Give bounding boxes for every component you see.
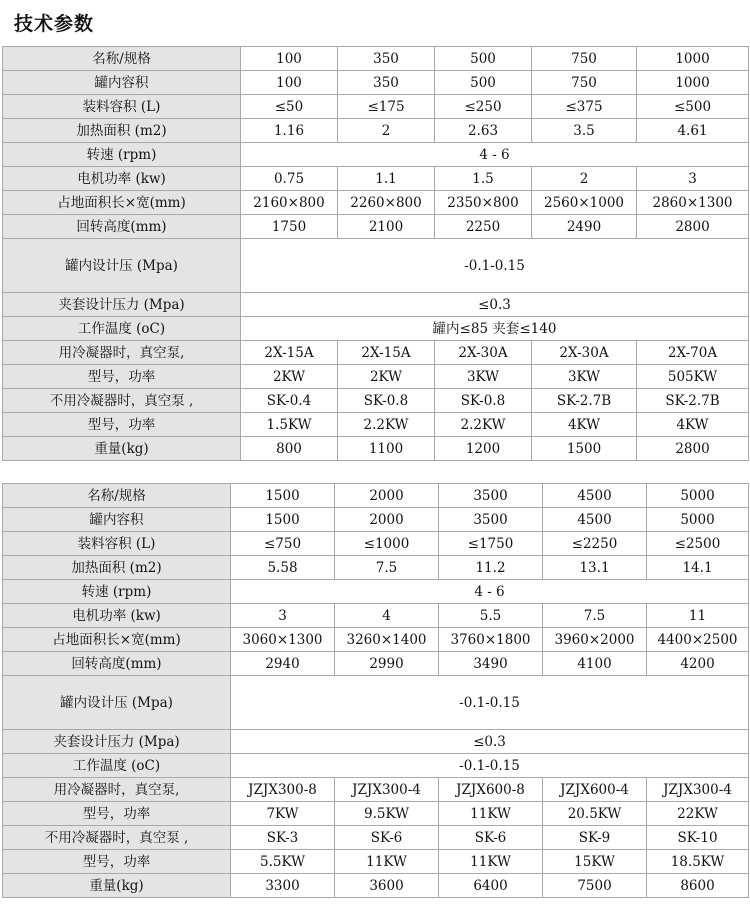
value-cell: 3060×1300 bbox=[231, 628, 335, 652]
value-cell: 2X-15A bbox=[241, 341, 338, 365]
value-cell: 2350×800 bbox=[435, 191, 532, 215]
value-cell: 8600 bbox=[647, 874, 749, 898]
value-cell: 1750 bbox=[241, 215, 338, 239]
value-cell: SK-3 bbox=[231, 826, 335, 850]
value-cell: 3500 bbox=[439, 484, 543, 508]
value-cell: JZJX600-8 bbox=[439, 778, 543, 802]
value-cell: 750 bbox=[532, 47, 637, 71]
value-cell: 2990 bbox=[335, 652, 439, 676]
value-cell: 4KW bbox=[637, 413, 749, 437]
value-cell: 11 bbox=[647, 604, 749, 628]
value-cell: 7.5 bbox=[543, 604, 647, 628]
table-row bbox=[3, 874, 749, 898]
value-cell: 4200 bbox=[647, 652, 749, 676]
table-row bbox=[3, 293, 749, 317]
value-cell: SK-0.8 bbox=[435, 389, 532, 413]
table-row bbox=[3, 365, 749, 389]
table-row bbox=[3, 778, 749, 802]
value-cell: ≤1000 bbox=[335, 532, 439, 556]
table-row bbox=[3, 604, 749, 628]
row-label: 电机功率 (kw) bbox=[3, 167, 241, 191]
value-cell: 100 bbox=[241, 71, 338, 95]
value-cell: 2800 bbox=[637, 215, 749, 239]
value-cell: 20.5KW bbox=[543, 802, 647, 826]
value-cell: 22KW bbox=[647, 802, 749, 826]
table-row bbox=[3, 754, 749, 778]
value-cell: 2560×1000 bbox=[532, 191, 637, 215]
value-cell: SK-6 bbox=[439, 826, 543, 850]
row-label: 型号，功率 bbox=[3, 802, 231, 826]
table-row bbox=[3, 239, 749, 293]
value-cell: 2160×800 bbox=[241, 191, 338, 215]
value-cell: 1.1 bbox=[338, 167, 435, 191]
table-row bbox=[3, 508, 749, 532]
value-cell: 500 bbox=[435, 47, 532, 71]
value-cell: ≤250 bbox=[435, 95, 532, 119]
row-label: 重量(kg) bbox=[3, 874, 231, 898]
value-cell: JZJX300-8 bbox=[231, 778, 335, 802]
value-cell: 11.2 bbox=[439, 556, 543, 580]
value-cell: ≤375 bbox=[532, 95, 637, 119]
value-cell: SK-9 bbox=[543, 826, 647, 850]
row-label: 夹套设计压力 (Mpa) bbox=[3, 293, 241, 317]
value-cell: 1500 bbox=[231, 484, 335, 508]
value-cell: ≤2250 bbox=[543, 532, 647, 556]
value-cell: 350 bbox=[338, 71, 435, 95]
value-cell: 2X-70A bbox=[637, 341, 749, 365]
value-cell: 1000 bbox=[637, 47, 749, 71]
row-label: 回转高度(mm) bbox=[3, 215, 241, 239]
value-cell: 2X-30A bbox=[532, 341, 637, 365]
row-label: 罐内容积 bbox=[3, 71, 241, 95]
table-row bbox=[3, 802, 749, 826]
value-cell: 2940 bbox=[231, 652, 335, 676]
value-cell: 2490 bbox=[532, 215, 637, 239]
table-row bbox=[3, 676, 749, 730]
table-row bbox=[3, 389, 749, 413]
value-cell: 5.58 bbox=[231, 556, 335, 580]
row-label: 加热面积 (m2) bbox=[3, 556, 231, 580]
value-cell: 2100 bbox=[338, 215, 435, 239]
value-cell: SK-10 bbox=[647, 826, 749, 850]
value-cell: JZJX600-4 bbox=[543, 778, 647, 802]
row-label: 名称/规格 bbox=[3, 47, 241, 71]
table-row bbox=[3, 730, 749, 754]
table-row bbox=[3, 437, 749, 461]
value-cell: 4.61 bbox=[637, 119, 749, 143]
table-row bbox=[3, 580, 749, 604]
value-cell: 4 bbox=[335, 604, 439, 628]
table-row bbox=[3, 628, 749, 652]
row-label: 占地面积长×宽(mm) bbox=[3, 191, 241, 215]
value-cell: 2.2KW bbox=[338, 413, 435, 437]
value-cell: 100 bbox=[241, 47, 338, 71]
value-cell: 11KW bbox=[439, 802, 543, 826]
value-cell: 4100 bbox=[543, 652, 647, 676]
row-label: 名称/规格 bbox=[3, 484, 231, 508]
row-label: 型号，功率 bbox=[3, 413, 241, 437]
value-cell: 5000 bbox=[647, 508, 749, 532]
merged-value-cell: ≤0.3 bbox=[231, 730, 749, 754]
value-cell: 5.5 bbox=[439, 604, 543, 628]
row-label: 罐内设计压 (Mpa) bbox=[3, 676, 231, 730]
value-cell: 1000 bbox=[637, 71, 749, 95]
value-cell: 3KW bbox=[532, 365, 637, 389]
value-cell: 1.5KW bbox=[241, 413, 338, 437]
value-cell: 4500 bbox=[543, 508, 647, 532]
value-cell: 505KW bbox=[637, 365, 749, 389]
value-cell: 2000 bbox=[335, 508, 439, 532]
row-label: 不用冷凝器时，真空泵 , bbox=[3, 826, 231, 850]
value-cell: 3490 bbox=[439, 652, 543, 676]
row-label: 罐内设计压 (Mpa) bbox=[3, 239, 241, 293]
table-row bbox=[3, 191, 749, 215]
value-cell: 750 bbox=[532, 71, 637, 95]
value-cell: 3500 bbox=[439, 508, 543, 532]
value-cell: 2000 bbox=[335, 484, 439, 508]
value-cell: 0.75 bbox=[241, 167, 338, 191]
row-label: 不用冷凝器时，真空泵 , bbox=[3, 389, 241, 413]
value-cell: 4400×2500 bbox=[647, 628, 749, 652]
row-label: 型号，功率 bbox=[3, 850, 231, 874]
merged-value-cell: -0.1-0.15 bbox=[231, 754, 749, 778]
value-cell: 5000 bbox=[647, 484, 749, 508]
value-cell: ≤750 bbox=[231, 532, 335, 556]
row-label: 型号，功率 bbox=[3, 365, 241, 389]
table-row bbox=[3, 317, 749, 341]
spec-table-2 bbox=[2, 483, 749, 898]
table-row bbox=[3, 413, 749, 437]
value-cell: 3300 bbox=[231, 874, 335, 898]
table-row bbox=[3, 484, 749, 508]
value-cell: 9.5KW bbox=[335, 802, 439, 826]
value-cell: ≤1750 bbox=[439, 532, 543, 556]
row-label: 重量(kg) bbox=[3, 437, 241, 461]
row-label: 用冷凝器时，真空泵, bbox=[3, 778, 231, 802]
value-cell: 2800 bbox=[637, 437, 749, 461]
row-label: 罐内容积 bbox=[3, 508, 231, 532]
value-cell: ≤50 bbox=[241, 95, 338, 119]
value-cell: JZJX300-4 bbox=[335, 778, 439, 802]
table-row bbox=[3, 119, 749, 143]
value-cell: SK-2.7B bbox=[532, 389, 637, 413]
value-cell: 2860×1300 bbox=[637, 191, 749, 215]
merged-value-cell: -0.1-0.15 bbox=[231, 676, 749, 730]
value-cell: 3760×1800 bbox=[439, 628, 543, 652]
value-cell: 2 bbox=[338, 119, 435, 143]
value-cell: 14.1 bbox=[647, 556, 749, 580]
row-label: 转速 (rpm) bbox=[3, 143, 241, 167]
row-label: 转速 (rpm) bbox=[3, 580, 231, 604]
value-cell: 5.5KW bbox=[231, 850, 335, 874]
value-cell: 1200 bbox=[435, 437, 532, 461]
value-cell: 11KW bbox=[335, 850, 439, 874]
value-cell: 3600 bbox=[335, 874, 439, 898]
value-cell: 4500 bbox=[543, 484, 647, 508]
value-cell: 1100 bbox=[338, 437, 435, 461]
value-cell: 2260×800 bbox=[338, 191, 435, 215]
table-row bbox=[3, 341, 749, 365]
value-cell: SK-0.8 bbox=[338, 389, 435, 413]
spec-table-1 bbox=[2, 46, 749, 461]
value-cell: 6400 bbox=[439, 874, 543, 898]
value-cell: 3KW bbox=[435, 365, 532, 389]
value-cell: 1.16 bbox=[241, 119, 338, 143]
value-cell: 3960×2000 bbox=[543, 628, 647, 652]
row-label: 装料容积 (L) bbox=[3, 95, 241, 119]
table-row bbox=[3, 532, 749, 556]
value-cell: 7.5 bbox=[335, 556, 439, 580]
value-cell: ≤175 bbox=[338, 95, 435, 119]
table-row bbox=[3, 47, 749, 71]
merged-value-cell: 4 - 6 bbox=[231, 580, 749, 604]
value-cell: 3 bbox=[637, 167, 749, 191]
row-label: 回转高度(mm) bbox=[3, 652, 231, 676]
value-cell: 11KW bbox=[439, 850, 543, 874]
row-label: 加热面积 (m2) bbox=[3, 119, 241, 143]
table-row bbox=[3, 850, 749, 874]
value-cell: 2.63 bbox=[435, 119, 532, 143]
value-cell: ≤2500 bbox=[647, 532, 749, 556]
value-cell: JZJX300-4 bbox=[647, 778, 749, 802]
value-cell: 2.2KW bbox=[435, 413, 532, 437]
merged-value-cell: -0.1-0.15 bbox=[241, 239, 749, 293]
merged-value-cell: 罐内≤85 夹套≤140 bbox=[241, 317, 749, 341]
value-cell: ≤500 bbox=[637, 95, 749, 119]
value-cell: 2X-30A bbox=[435, 341, 532, 365]
value-cell: 2KW bbox=[338, 365, 435, 389]
value-cell: SK-6 bbox=[335, 826, 439, 850]
value-cell: 13.1 bbox=[543, 556, 647, 580]
row-label: 夹套设计压力 (Mpa) bbox=[3, 730, 231, 754]
value-cell: 4KW bbox=[532, 413, 637, 437]
row-label: 工作温度 (oC) bbox=[3, 317, 241, 341]
table-row bbox=[3, 95, 749, 119]
page-title: 技术参数 bbox=[14, 13, 95, 35]
value-cell: 2X-15A bbox=[338, 341, 435, 365]
row-label: 用冷凝器时，真空泵, bbox=[3, 341, 241, 365]
value-cell: SK-2.7B bbox=[637, 389, 749, 413]
value-cell: 18.5KW bbox=[647, 850, 749, 874]
value-cell: 800 bbox=[241, 437, 338, 461]
value-cell: 350 bbox=[338, 47, 435, 71]
value-cell: 2 bbox=[532, 167, 637, 191]
row-label: 装料容积 (L) bbox=[3, 532, 231, 556]
value-cell: 1.5 bbox=[435, 167, 532, 191]
merged-value-cell: 4 - 6 bbox=[241, 143, 749, 167]
row-label: 工作温度 (oC) bbox=[3, 754, 231, 778]
value-cell: 1500 bbox=[231, 508, 335, 532]
value-cell: 3 bbox=[231, 604, 335, 628]
value-cell: 3.5 bbox=[532, 119, 637, 143]
value-cell: 500 bbox=[435, 71, 532, 95]
row-label: 电机功率 (kw) bbox=[3, 604, 231, 628]
table-row bbox=[3, 167, 749, 191]
value-cell: 2250 bbox=[435, 215, 532, 239]
table-row bbox=[3, 826, 749, 850]
table-row bbox=[3, 215, 749, 239]
value-cell: 1500 bbox=[532, 437, 637, 461]
table-row bbox=[3, 143, 749, 167]
table-row bbox=[3, 71, 749, 95]
table-row bbox=[3, 556, 749, 580]
table-row bbox=[3, 652, 749, 676]
value-cell: 7500 bbox=[543, 874, 647, 898]
value-cell: 2KW bbox=[241, 365, 338, 389]
value-cell: 7KW bbox=[231, 802, 335, 826]
value-cell: SK-0.4 bbox=[241, 389, 338, 413]
value-cell: 3260×1400 bbox=[335, 628, 439, 652]
row-label: 占地面积长×宽(mm) bbox=[3, 628, 231, 652]
merged-value-cell: ≤0.3 bbox=[241, 293, 749, 317]
value-cell: 15KW bbox=[543, 850, 647, 874]
